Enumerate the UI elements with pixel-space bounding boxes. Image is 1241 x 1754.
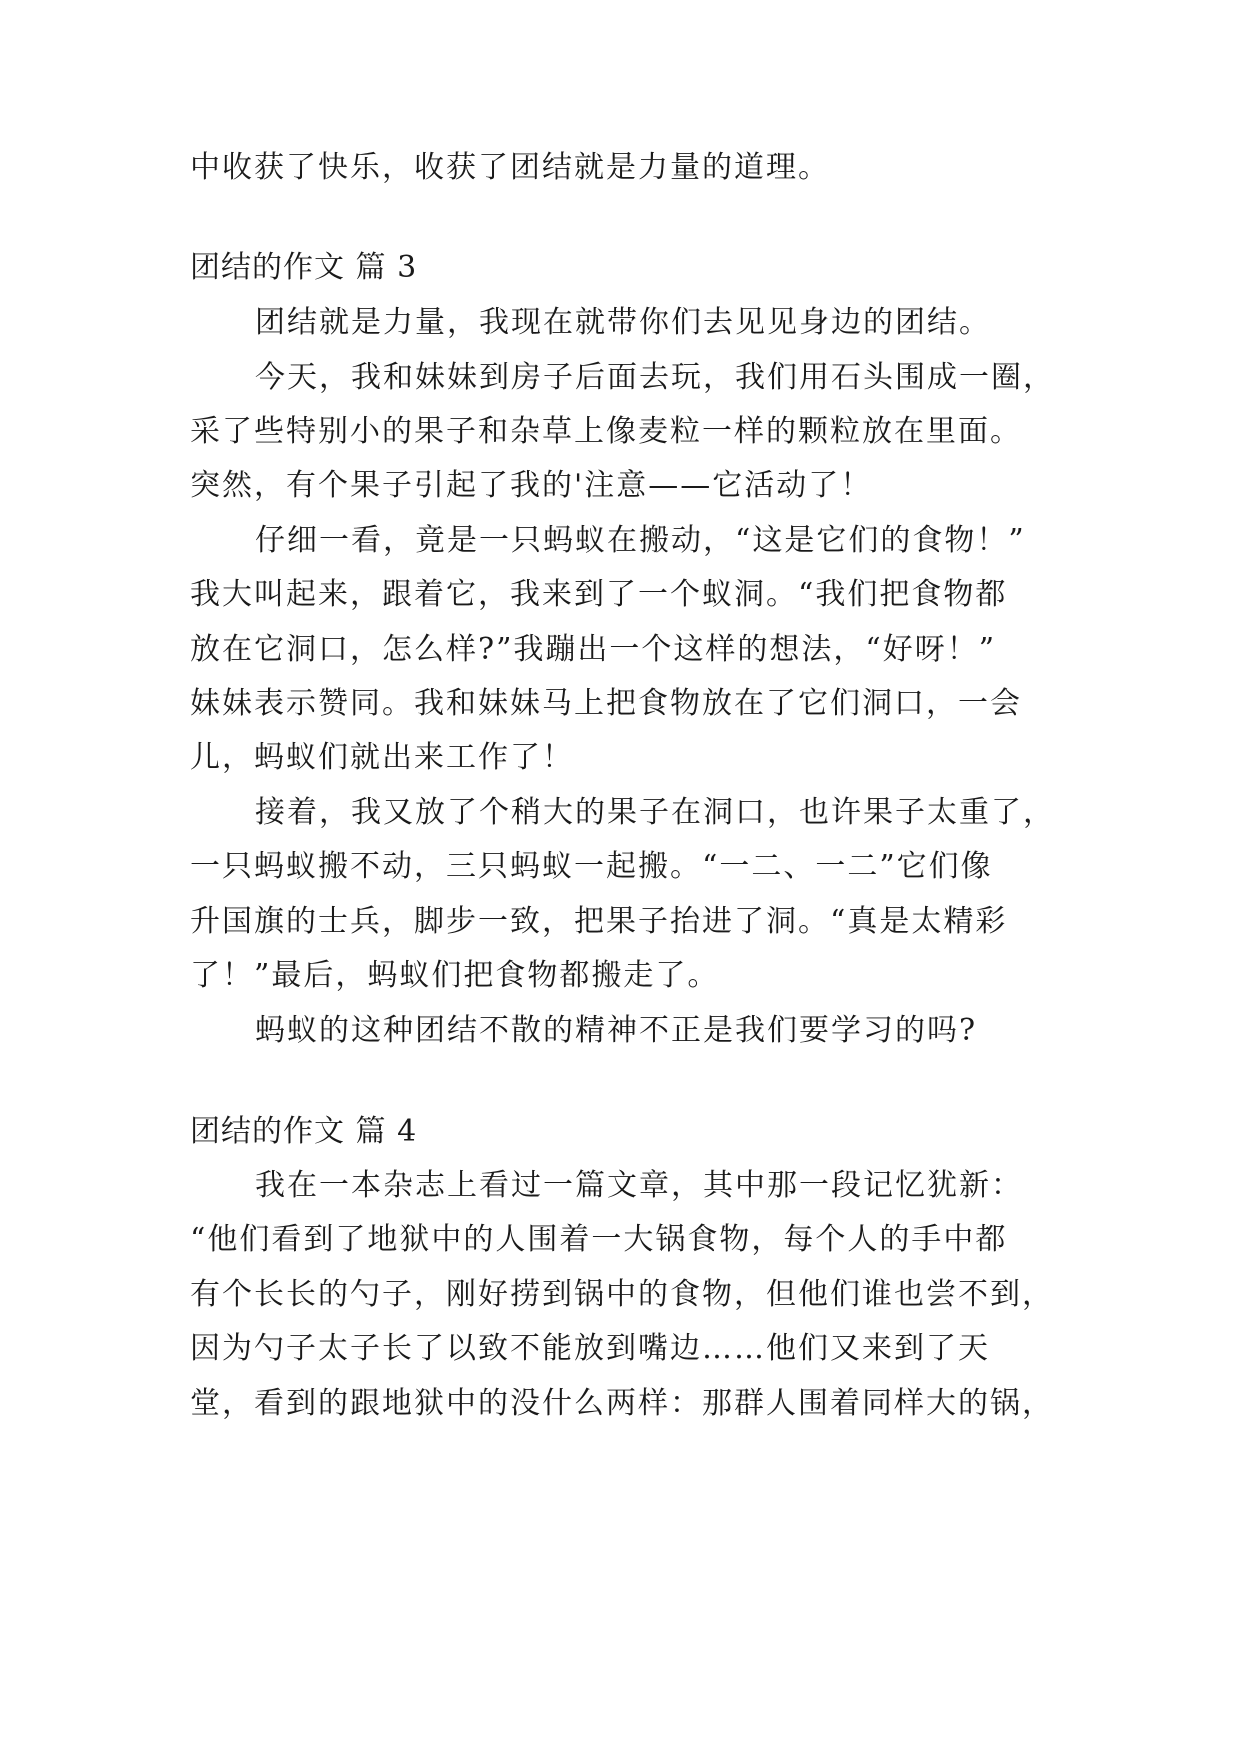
text-line: “他们看到了地狱中的人围着一大锅食物，每个人的手中都: [190, 1222, 1008, 1257]
text-line: 接着，我又放了个稍大的果子在洞口，也许果子太重了，: [255, 795, 1055, 830]
section-heading: 团结的作文 篇 4: [190, 1114, 418, 1149]
text-line: 妹妹表示赞同。我和妹妹马上把食物放在了它们洞口，一会: [190, 686, 1022, 721]
text-line: 有个长长的勺子，刚好捞到锅中的食物，但他们谁也尝不到，: [190, 1277, 1054, 1312]
text-line: 儿，蚂蚁们就出来工作了！: [190, 740, 574, 775]
text-line: 中收获了快乐，收获了团结就是力量的道理。: [190, 150, 830, 185]
text-line: 今天，我和妹妹到房子后面去玩，我们用石头围成一圈，: [255, 360, 1055, 395]
text-line: 升国旗的士兵，脚步一致，把果子抬进了洞。“真是太精彩: [190, 904, 1008, 939]
text-line: 一只蚂蚁搬不动，三只蚂蚁一起搬。“一二、一二”它们像: [190, 849, 993, 884]
text-line: 因为勺子太子长了以致不能放到嘴边……他们又来到了天: [190, 1331, 990, 1366]
text-line: 采了些特别小的果子和杂草上像麦粒一样的颗粒放在里面。: [190, 414, 1022, 449]
text-line: 放在它洞口，怎么样?”我蹦出一个这样的想法，“好呀！”: [190, 632, 997, 667]
text-line: 堂，看到的跟地狱中的没什么两样：那群人围着同样大的锅，: [190, 1386, 1054, 1421]
text-line: 我大叫起来，跟着它，我来到了一个蚁洞。“我们把食物都: [190, 577, 1008, 612]
text-line: 突然，有个果子引起了我的'注意——它活动了！: [190, 468, 873, 503]
text-line: 团结就是力量，我现在就带你们去见见身边的团结。: [255, 305, 991, 340]
text-line: 了！”最后，蚂蚁们把食物都搬走了。: [190, 958, 720, 993]
text-line: 我在一本杂志上看过一篇文章，其中那一段记忆犹新：: [255, 1168, 1023, 1203]
section-heading: 团结的作文 篇 3: [190, 250, 418, 285]
text-line: 仔细一看，竟是一只蚂蚁在搬动，“这是它们的食物！”: [255, 523, 1026, 558]
text-line: 蚂蚁的这种团结不散的精神不正是我们要学习的吗?: [255, 1013, 978, 1048]
